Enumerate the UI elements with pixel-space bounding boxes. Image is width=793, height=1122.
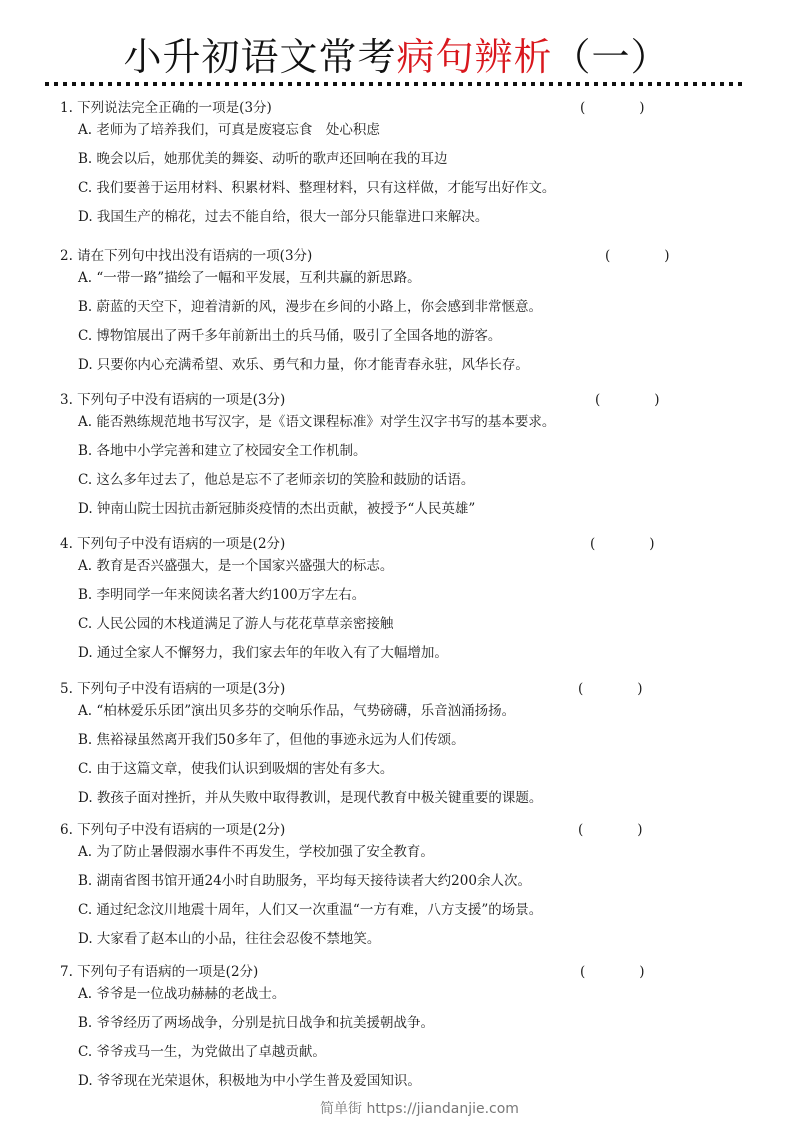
option: D. 教孩子面对挫折，并从失败中取得教训，是现代教育中极关键重要的课题。	[78, 790, 543, 806]
title-red: 病句辨析	[396, 35, 553, 79]
option: D. 我国生产的棉花，过去不能自给，很大一部分只能靠进口来解决。	[78, 209, 489, 225]
option: A. 为了防止暑假溺水事件不再发生，学校加强了安全教育。	[78, 844, 434, 860]
question-3	[60, 388, 740, 524]
option: A. 老师为了培养我们，可真是废寝忘食 处心积虑	[78, 122, 380, 138]
option: D. 大家看了赵本山的小品，往往会忍俊不禁地笑。	[78, 931, 381, 947]
option: A. “柏林爱乐乐团”演出贝多芬的交响乐作品，气势磅礴，乐音汹涌扬扬。	[78, 703, 516, 719]
option: B. 晚会以后，她那优美的舞姿、动听的歌声还回响在我的耳边	[78, 151, 448, 167]
option: A. 爷爷是一位战功赫赫的老战士。	[78, 986, 286, 1002]
option: C. 博物馆展出了两千多年前新出土的兵马俑，吸引了全国各地的游客。	[78, 328, 502, 344]
question-1	[60, 96, 740, 232]
option: A. “一带一路”描绘了一幅和平发展，互利共赢的新思路。	[78, 270, 421, 286]
answer-blank: ( )	[578, 681, 643, 697]
question-stem: 4. 下列句子中没有语病的一项是(2分)	[60, 536, 286, 552]
option: D. 爷爷现在光荣退休，积极地为中小学生普及爱国知识。	[78, 1073, 421, 1089]
option: B. 爷爷经历了两场战争，分别是抗日战争和抗美援朝战争。	[78, 1015, 435, 1031]
title-suffix: （一）	[552, 35, 670, 79]
answer-blank: ( )	[595, 392, 660, 408]
question-stem: 6. 下列句子中没有语病的一项是(2分)	[60, 822, 286, 838]
option: B. 焦裕禄虽然离开我们50多年了，但他的事迹永远为人们传颂。	[78, 732, 465, 748]
question-6	[60, 818, 740, 954]
option: A. 教育是否兴盛强大，是一个国家兴盛强大的标志。	[78, 558, 394, 574]
title-black: 小升初语文常考	[123, 35, 397, 79]
question-stem: 3. 下列句子中没有语病的一项是(3分)	[60, 392, 286, 408]
question-stem: 1. 下列说法完全正确的一项是(3分)	[60, 100, 272, 116]
option: B. 蔚蓝的天空下，迎着清新的风，漫步在乡间的小路上，你会感到非常惬意。	[78, 299, 543, 315]
option: A. 能否熟练规范地书写汉字，是《语文课程标准》对学生汉字书写的基本要求。	[78, 414, 556, 430]
option: B. 各地中小学完善和建立了校园安全工作机制。	[78, 443, 367, 459]
dotted-divider	[45, 82, 747, 86]
question-2	[60, 244, 740, 380]
option: D. 只要你内心充满希望、欢乐、勇气和力量，你才能青春永驻，风华长存。	[78, 357, 529, 373]
watermark: 简单街 https://jiandanjie.com	[320, 1101, 519, 1117]
option: D. 钟南山院士因抗击新冠肺炎疫情的杰出贡献，被授予“人民英雄”	[78, 501, 476, 517]
answer-blank: ( )	[578, 822, 643, 838]
answer-blank: ( )	[580, 964, 645, 980]
option: C. 爷爷戎马一生，为党做出了卓越贡献。	[78, 1044, 326, 1060]
option: C. 由于这篇文章，使我们认识到吸烟的害处有多大。	[78, 761, 394, 777]
question-stem: 7. 下列句子有语病的一项是(2分)	[60, 964, 259, 980]
option: C. 我们要善于运用材料、积累材料、整理材料，只有这样做，才能写出好作文。	[78, 180, 556, 196]
question-7	[60, 960, 740, 1096]
option: C. 通过纪念汶川地震十周年，人们又一次重温“一方有难，八方支援”的场景。	[78, 902, 543, 918]
answer-blank: ( )	[590, 536, 655, 552]
option: D. 通过全家人不懈努力，我们家去年的年收入有了大幅增加。	[78, 645, 448, 661]
option: B. 湖南省图书馆开通24小时自助服务，平均每天接待读者大约200余人次。	[78, 873, 531, 889]
option: C. 人民公园的木栈道满足了游人与花花草草亲密接触	[78, 616, 394, 632]
question-4	[60, 532, 740, 668]
page-title	[0, 26, 793, 81]
answer-blank: ( )	[580, 100, 645, 116]
option: B. 李明同学一年来阅读名著大约100万字左右。	[78, 587, 366, 603]
question-stem: 2. 请在下列句中找出没有语病的一项(3分)	[60, 248, 313, 264]
question-5	[60, 677, 740, 813]
answer-blank: ( )	[605, 248, 670, 264]
option: C. 这么多年过去了，他总是忘不了老师亲切的笑脸和鼓励的话语。	[78, 472, 475, 488]
question-stem: 5. 下列句子中没有语病的一项是(3分)	[60, 681, 286, 697]
